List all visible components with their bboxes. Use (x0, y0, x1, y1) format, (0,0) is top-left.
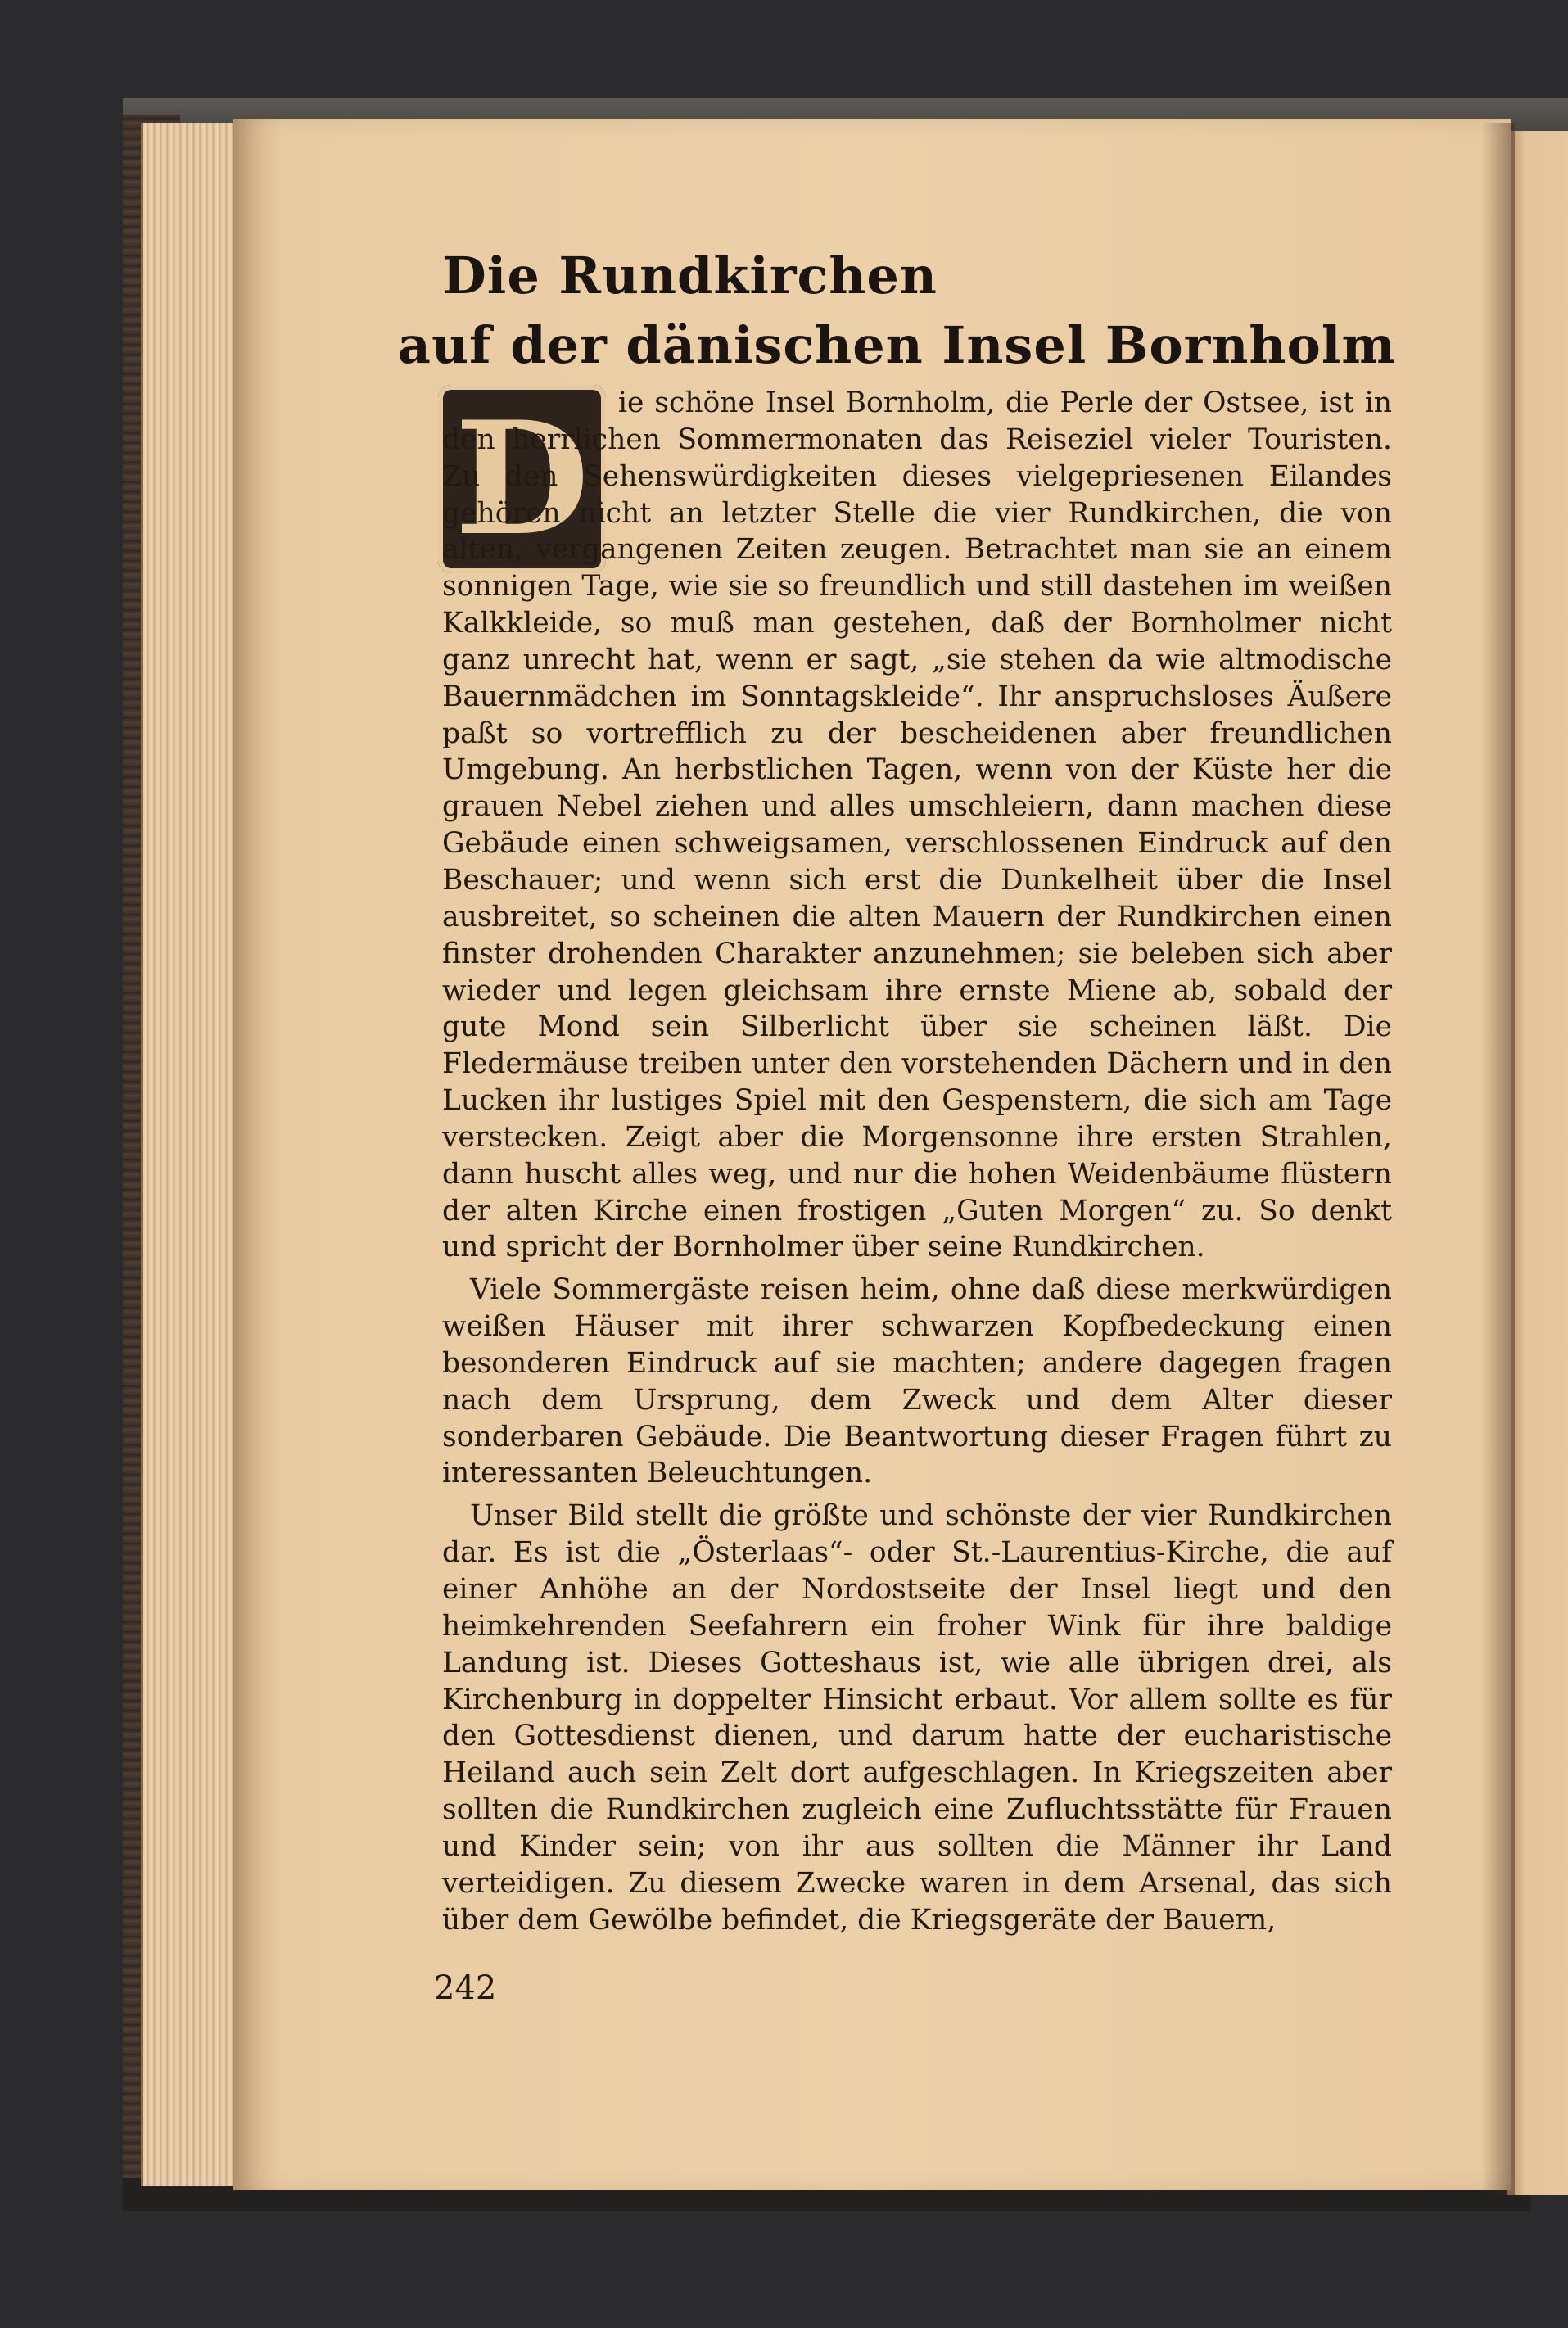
paragraph-2: Viele Sommergäste reisen heim, ohne daß diese merkwürdigen weißen Häuser mit ihrer schwarzen Kopfbedeckung einen besonderen Eindruck auf sie machten; andere dagegen fragen nach dem Ursprung, dem Zweck und dem Alter dieser sonderbaren Gebäude. Die Beantwortung dieser Fragen führt zu interessanten Beleuchtungen. (442, 1273, 1392, 1490)
gutter-shadow (1482, 123, 1515, 2195)
facing-page-edge (1507, 131, 1568, 2195)
paragraph-1: ie schöne Insel Bornholm, die Perle der Ostsee, ist in den herrlichen Sommermonaten das Reiseziel vieler Touristen. Zu den Sehenswürdigkeiten dieses vielgepriesenen Eilandes gehören nicht an letzter Stelle die vier Rundkirchen, die von alten, vergangenen Zeiten zeugen. Betrachtet man sie an einem sonnigen Tage, wie sie so freundlich und still dastehen im weißen Kalkkleide, so muß man gestehen, daß der Bornholmer nicht ganz unrecht hat, wenn er sagt, „sie stehen da wie altmodische Bauernmädchen im Sonntagskleide“. Ihr anspruchsloses Äußere paßt so vortrefflich zu der bescheidenen aber freundlichen Umgebung. An herbstlichen Tagen, wenn von der Küste her die grauen Nebel ziehen und alles umschleiern, dann machen diese Gebäude einen schweigsamen, verschlossenen Eindruck auf den Beschauer; und wenn sich erst die Dunkelheit über die Insel ausbreitet, so scheinen die alten Mauern der Rundkirchen einen finster drohenden Charakter anzunehmen; sie beleben sich aber wieder und legen gleichsam ihre ernste Miene ab, sobald der gute Mond sein Silberlicht über sie scheinen läßt. Die Fledermäuse treiben unter den vorstehenden Dächern und in den Lucken ihr lustiges Spiel mit den Gespenstern, die sich am Tage verstecken. Zeigt aber die Morgensonne ihre ersten Strahlen, dann huscht alles weg, und nur die hohen Weidenbäume flüstern der alten Kirche einen frostigen „Guten Morgen“ zu. So denkt und spricht der Bornholmer über seine Rundkirchen. (442, 386, 1392, 1264)
page-number: 242 (434, 1969, 497, 2007)
paragraph-3: Unser Bild stellt die größte und schönste der vier Rundkirchen dar. Es ist die „Österlaas“- oder St.-Laurentius-Kirche, die auf einer Anhöhe an der Nordostseite der Insel liegt und den heimkehrenden Seefahrern ein froher Wink für ihre baldige Landung ist. Dieses Gotteshaus ist, wie alle übrigen drei, als Kirchenburg in doppelter Hinsicht erbaut. Vor allem sollte es für den Gottesdienst dienen, und darum hatte der eucharistische Heiland auch sein Zelt dort aufgeschlagen. In Kriegszeiten aber sollten die Rundkirchen zugleich eine Zufluchtsstätte für Frauen und Kinder sein; von ihr aus sollten die Männer ihr Land verteidigen. Zu diesem Zwecke waren in dem Arsenal, das sich über dem Gewölbe befindet, die Kriegsgeräte der Bauern, (442, 1499, 1392, 1937)
initial-letter: D (454, 387, 590, 570)
body-text (442, 385, 1392, 1938)
page-title-line-2: auf der dänischen Insel Bornholm (397, 315, 1396, 375)
page-title-line-1: Die Rundkirchen (442, 246, 938, 305)
